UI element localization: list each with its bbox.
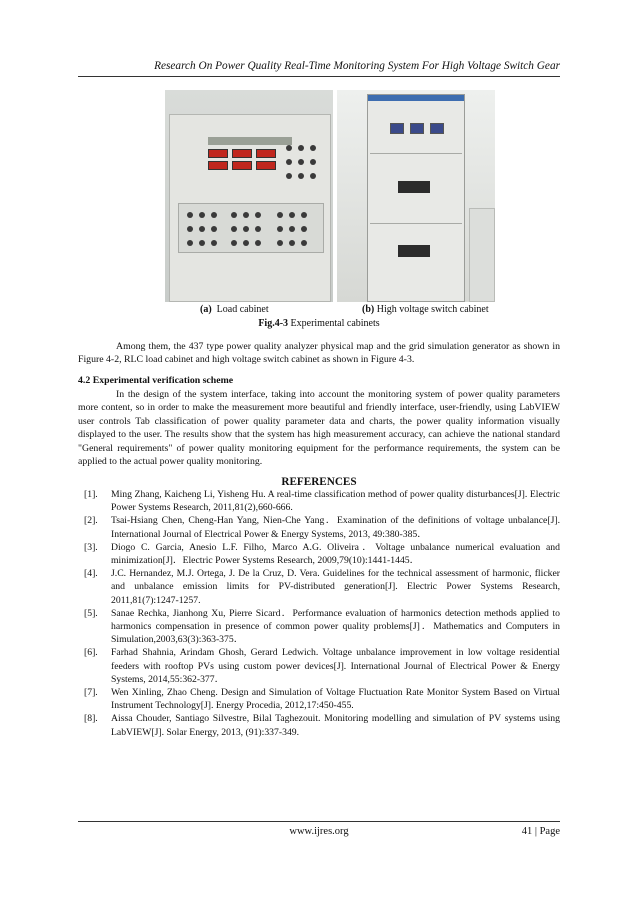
reference-item [78,567,560,607]
knob [301,240,307,246]
reference-number: [8]. [84,713,98,725]
knob [211,240,217,246]
reference-item [78,646,560,686]
knob [298,159,304,165]
knob [286,159,292,165]
footer-rule [78,821,560,822]
reference-text: Wen Xinling, Zhao Cheng. Design and Simulation of Voltage Fluctuation Rate Monitor System Based on Virtual Instrument Technology[J]. Energy Procedia, 2012,17:450-455. [111,687,560,712]
reference-number: [3]. [84,541,98,553]
switch-panel [178,203,324,253]
reference-text: Aissa Chouder, Santiago Silvestre, Bilal Taghezouit. Monitoring modelling and simulation of PV systems using LabVIEW[J]. Solar Energy, 2013, (91):337-349. [111,713,560,738]
knob [301,226,307,232]
knob [255,212,261,218]
knob [231,240,237,246]
meter-display [208,149,228,158]
reference-text: Diogo C. Garcia, Anesio L.F. Filho, Marco A.G. Oliveira．Voltage unbalance numerical evaluation and minimization[J]．Electric Power Systems Research, 2009,79(10):1441-1445． [111,541,560,567]
reference-list [78,488,560,739]
reference-item [78,686,560,712]
subcaption-b: (b) High voltage switch cabinet [362,304,489,315]
meter-display [256,149,276,158]
meter-display [410,123,424,134]
meter-display [390,123,404,134]
knob [187,240,193,246]
knob [310,145,316,151]
knob [211,212,217,218]
header-rule [78,76,560,77]
body-paragraph: In the design of the system interface, taking into account the monitoring system of power quality parameters more content, so in order to make the measurement more beautiful and friendly interface, user-friendly, using LabVIEW user controls Tab classification of power quality parameter data and charts, the power quality information visually displayed to the user. The results show that the system has high measurement accuracy, can achieve the national standard "General requirements" of power quality monitoring equipment for the performance requirements, the system can be applied to the actual power quality monitoring. [78,389,560,468]
knob [255,226,261,232]
knob [255,240,261,246]
reference-text: Tsai-Hsiang Chen, Cheng-Han Yang, Nien-Che Yang．Examination of the definitions of voltage unbalance[J]. International Journal of Electrical Power & Energy Systems, 2013, 49:380-385． [111,515,560,540]
panel-divider [370,153,462,154]
knob [243,240,249,246]
knob [199,212,205,218]
side-equipment [469,208,495,302]
knob [310,173,316,179]
section-heading: 4.2 Experimental verification scheme [78,375,234,386]
knob [277,240,283,246]
reference-text: J.C. Hernandez, M.J. Ortega, J. De la Cruz, D. Vera. Guidelines for the technical assessment of harmonic, flicker and unbalance emission limits for PV-distributed generation[J]. Electric Power Systems Research, 2011,81(7):1247-1257. [111,568,560,606]
reference-item [78,541,560,567]
cabinet-nameplate [208,137,292,145]
knob [277,226,283,232]
meter-display [430,123,444,134]
meter-display [256,161,276,170]
knob [310,159,316,165]
knob [211,226,217,232]
reference-item [78,514,560,540]
knob [243,212,249,218]
knob [289,240,295,246]
meter-display [232,149,252,158]
footer-url: www.ijres.org [289,826,349,837]
reference-number: [6]. [84,647,98,659]
meter-display [208,161,228,170]
knob [187,226,193,232]
inspection-window [398,245,430,257]
figure-experimental-cabinets [165,90,495,302]
reference-number: [4]. [84,568,98,580]
reference-number: [5]. [84,607,98,619]
knob [298,145,304,151]
knob [187,212,193,218]
knob [286,145,292,151]
meter-display [232,161,252,170]
inspection-window [398,181,430,193]
reference-text: Farhad Shahnia, Arindam Ghosh, Gerard Ledwich. Voltage unbalance improvement in low voltage residential feeders with rooftop PVs using custom power devices[J]. International Journal of Electrical Power & Energy Systems, 2014,55:362-377． [111,647,560,685]
knob [277,212,283,218]
page-number: 41 | Page [521,826,560,837]
reference-number: [7]. [84,687,98,699]
panel-divider [370,223,462,224]
reference-item [78,607,560,647]
running-header: Research On Power Quality Real-Time Monitoring System For High Voltage Switch Gear [154,60,560,72]
body-paragraph: Among them, the 437 type power quality analyzer physical map and the grid simulation generator as shown in Figure 4-2, RLC load cabinet and high voltage switch cabinet as shown in Figure 4-3. [78,341,560,366]
reference-item [78,712,560,738]
reference-text: Sanae Rechka, Jianhong Xu, Pierre Sicard．Performance evaluation of harmonics detection methods applied to harmonics compensation in presence of common power quality problems[J]．Mathematics and Computers in Simulation,2003,63(3):363-375． [111,607,560,646]
cabinet-top-strip [368,95,464,101]
figure-caption: Fig.4-3 Experimental cabinets [258,318,380,329]
reference-number: [2]. [84,515,98,527]
subcaption-a: (a) Load cabinet [200,304,269,315]
knob [231,226,237,232]
knob [199,240,205,246]
reference-number: [1]. [84,489,98,500]
high-voltage-switch-cabinet-photo [337,90,495,302]
load-cabinet-body [169,114,331,302]
knob [243,226,249,232]
knob [231,212,237,218]
reference-text: Ming Zhang, Kaicheng Li, Yisheng Hu. A real-time classification method of power quality disturbances[J]. Electric Power Systems Research, 2011,81(2),660-666. [111,489,560,514]
switch-cabinet-body [367,94,465,302]
knob [298,173,304,179]
knob [199,226,205,232]
load-cabinet-photo [165,90,333,302]
references-heading: REFERENCES [281,476,357,488]
knob [301,212,307,218]
reference-item [78,488,560,514]
knob [289,226,295,232]
knob [289,212,295,218]
knob [286,173,292,179]
